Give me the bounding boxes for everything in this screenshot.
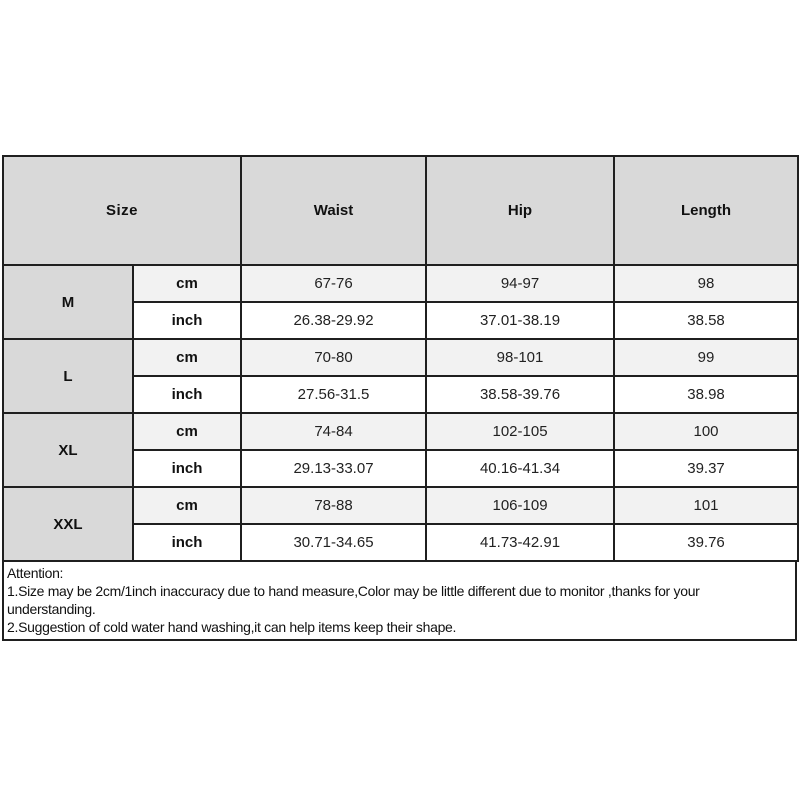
value-cell: 26.38-29.92 [241,302,426,339]
unit-label: cm [133,265,241,302]
value-cell: 39.37 [614,450,798,487]
size-chart-container [2,155,797,641]
value-cell: 27.56-31.5 [241,376,426,413]
size-label-m: M [3,265,133,339]
unit-label: inch [133,524,241,561]
value-cell: 102-105 [426,413,614,450]
attention-note [2,560,797,641]
value-cell: 100 [614,413,798,450]
value-cell: 70-80 [241,339,426,376]
value-cell: 39.76 [614,524,798,561]
value-cell: 41.73-42.91 [426,524,614,561]
value-cell: 101 [614,487,798,524]
value-cell: 67-76 [241,265,426,302]
value-cell: 38.58 [614,302,798,339]
hip-header: Hip [426,156,614,265]
value-cell: 30.71-34.65 [241,524,426,561]
value-cell: 37.01-38.19 [426,302,614,339]
value-cell: 74-84 [241,413,426,450]
unit-label: inch [133,376,241,413]
value-cell: 98-101 [426,339,614,376]
value-cell: 78-88 [241,487,426,524]
attention-note-1: 1.Size may be 2cm/1inch inaccuracy due to hand measure,Color may be little different due to monitor ,thanks for your understanding. [7,583,700,617]
table-row-m-cm [3,265,798,302]
unit-label: cm [133,413,241,450]
table-row-xxl-cm [3,487,798,524]
unit-label: cm [133,487,241,524]
value-cell: 38.58-39.76 [426,376,614,413]
unit-label: inch [133,302,241,339]
waist-header: Waist [241,156,426,265]
value-cell: 94-97 [426,265,614,302]
size-label-xl: XL [3,413,133,487]
attention-title: Attention: [7,565,64,581]
value-cell: 98 [614,265,798,302]
table-row-xl-cm [3,413,798,450]
size-label-l: L [3,339,133,413]
value-cell: 38.98 [614,376,798,413]
unit-label: cm [133,339,241,376]
value-cell: 106-109 [426,487,614,524]
value-cell: 40.16-41.34 [426,450,614,487]
header-row [3,156,798,265]
size-header: Size [3,156,241,265]
attention-note-2: 2.Suggestion of cold water hand washing,it can help items keep their shape. [7,619,457,635]
value-cell: 99 [614,339,798,376]
size-label-xxl: XXL [3,487,133,561]
table-row-l-cm [3,339,798,376]
unit-label: inch [133,450,241,487]
length-header: Length [614,156,798,265]
value-cell: 29.13-33.07 [241,450,426,487]
size-chart-table [2,155,799,562]
